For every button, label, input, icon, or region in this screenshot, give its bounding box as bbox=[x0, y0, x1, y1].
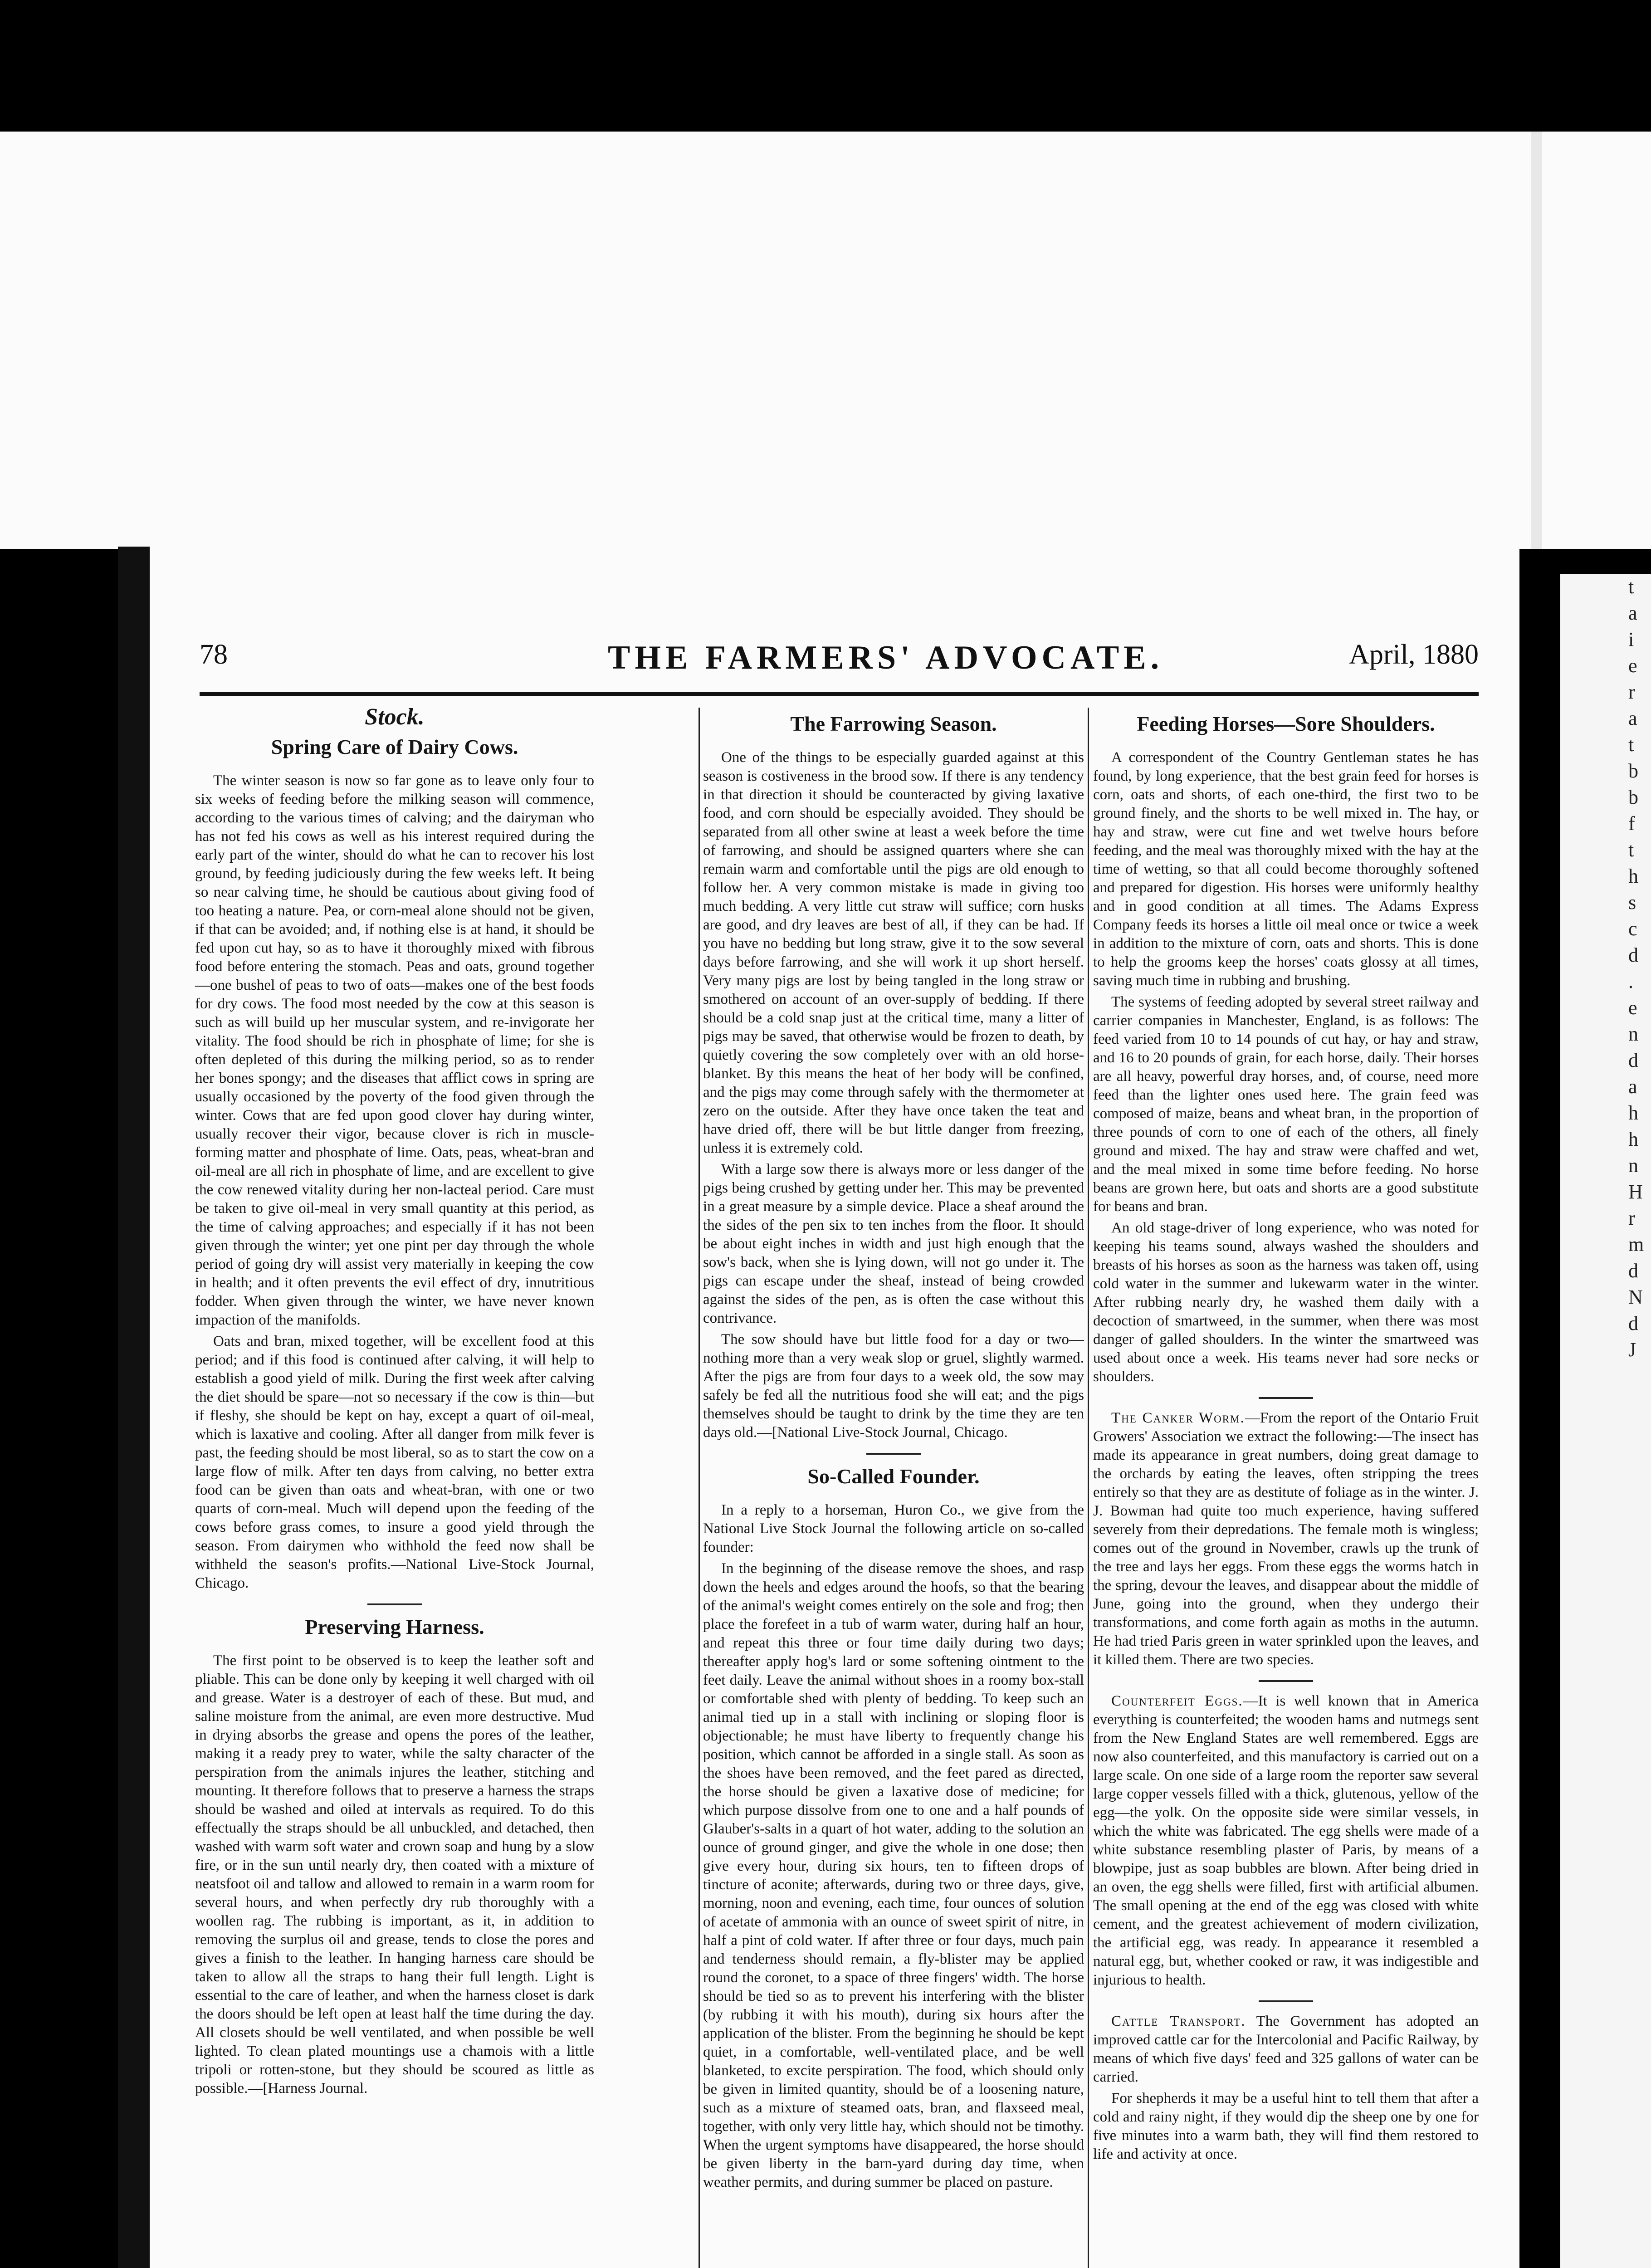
adjacent-page-edge bbox=[1560, 574, 1651, 2268]
news-item-body: —From the report of the Ontario Fruit Growers' Association we extract the following:—The insect has made its appearance in great numbers, doing great damage to the orchards by eating the leaves, often stripping the trees entirely so that they are as destitute of foliage as in the winter. J. J. Bowman had quite too much experience, having suffered severely from their depredations. The female moth is wingless; comes out of the ground in November, crawls up the trunk of the tree and lays her eggs. From these eggs the worms hatch in the spring, devour the leaves, and disappear about the middle of June, going into the ground, when they undergo their transformations, and come forth again as moths in the autumn. He had tried Paris green in water sprinkled upon the leaves, and it killed them. There are two species. bbox=[1093, 1410, 1479, 1668]
news-item: For shepherds it may be a useful hint to tell them that after a cold and rainy night, if they would dip the sheep one by one for five minutes into a warm bath, they will find them restored to life and activity at once. bbox=[1093, 2090, 1479, 2162]
adjacent-page-text: t a i e r a t b b f t h s c d . e n d a h h n H r m d N d J bbox=[1628, 576, 1644, 1361]
article-paragraph: Oats and bran, mixed together, will be excellent food at this period; and if this food is continued after calving, it will help to establish a good yield of milk. During the first week after calving the diet should be spare—not so necessary if the cow is thin—but if fleshy, she should be kept on hay, except a quart of oil-meal, which is laxative and cooling. After all danger from milk fever is past, the feeding should be most liberal, so as to start the cow on a large flow of milk. After ten days from calving, no better extra food can be given than oats and wheat-bran, with one or two quarts of corn-meal. Much will depend upon the feeding of the cows before grass comes, to insure a good yield through the season. From dairymen who withhold the feed now shall be withheld the season's profits.—National Live-Stock Journal, Chicago. bbox=[195, 1333, 594, 1591]
article-paragraph: The sow should have but little food for a day or two—nothing more than a very weak slop or gruel, slightly warmed. After the pigs are from four days to a week old, the sow may safely be fed all the nutritious food she will eat; and the pigs themselves should be taught to drink by the time they are ten days old.—[National Live-Stock Journal, Chicago. bbox=[703, 1331, 1084, 1441]
article-divider bbox=[1259, 1680, 1313, 1682]
article-paragraph: With a large sow there is always more or less danger of the pigs being crushed by getting under her. This may be prevented in a great measure by a simple device. Place a sheaf around the the sides of the pen six to ten inches from the floor. It should be about eight inches in width and just high enough that the sow's back, when she is lying down, will not go under it. The pigs can escape under the sheaf, instead of being crowded against the sides of the pen, as is often the case without this contrivance. bbox=[703, 1161, 1084, 1326]
news-item-heading: Cattle Transport. bbox=[1111, 2013, 1246, 2029]
column-1 bbox=[195, 704, 594, 2101]
masthead-title: THE FARMERS' ADVOCATE. bbox=[608, 639, 1164, 676]
scan-gutter bbox=[1531, 132, 1542, 549]
article-paragraph: In a reply to a horseman, Huron Co., we give from the National Live Stock Journal the following article on so-called founder: bbox=[703, 1502, 1084, 1555]
news-item-heading: Counterfeit Eggs. bbox=[1111, 1693, 1243, 1709]
article-title: Preserving Harness. bbox=[305, 1615, 484, 1638]
column-2 bbox=[703, 708, 1084, 2195]
article-paragraph: One of the things to be especially guarded against at this season is costiveness in the brood sow. If there is any tendency in that direction it should be counteracted by giving laxative food, and corn should be especially avoided. They should be separated from all other swine at least a week before the time of farrowing, and should be assigned quarters where she can remain warm and comfortable until the pigs are old enough to follow her. A very common mistake is made in giving too much bedding. A very little cut straw will suffice; corn husks are good, and dry leaves are best of all, if they can be had. If you have no bedding but long straw, give it to the sow several days before farrowing, and she will work it up short herself. Very many pigs are lost by being tangled in the long straw or smothered on account of an over-supply of bedding. If there should be a cold snap just at the critical time, many a litter of pigs may be saved, that otherwise would be frozen to death, by quietly covering the sow completely over with an old horse-blanket. By this means the heat of her body will be confined, and the pigs may come through safely with the thermometer at zero on the outside. After they have once taken the teat and have dried off, there will be but little danger from freezing, unless it is extremely cold. bbox=[703, 749, 1084, 1156]
section-heading-stock: Stock. bbox=[365, 704, 425, 730]
column-3 bbox=[1093, 708, 1479, 2166]
article-divider bbox=[1259, 1397, 1313, 1399]
scan-background-top bbox=[0, 132, 1651, 549]
page-header bbox=[200, 639, 1479, 684]
news-item bbox=[1093, 2012, 1479, 2087]
article-divider bbox=[1259, 2000, 1313, 2002]
article-divider bbox=[866, 1453, 921, 1455]
article-title: The Farrowing Season. bbox=[790, 712, 997, 735]
article-title: Feeding Horses—Sore Shoulders. bbox=[1137, 712, 1435, 735]
news-item-body: The Government has adopted an improved cattle car for the Intercolonial and Pacific Railway, by means of which five days' feed and 325 gallons of water can be carried. bbox=[1093, 2013, 1479, 2085]
article-title: Spring Care of Dairy Cows. bbox=[271, 735, 518, 758]
page-number: 78 bbox=[200, 639, 228, 670]
article-paragraph: The winter season is now so far gone as to leave only four to six weeks of feeding before the milking season will commence, according to the various times of calving; and the dairyman who has not fed his cows as well as his interest required during the early part of the winter, should do what he can to recover his lost ground, by feeding judiciously during the few weeks left. It being so near calving time, he should be cautious about giving food of too heating a nature. Pea, or corn-meal alone should not be given, if that can be avoided; and, if nothing else is at hand, it should be fed upon cut hay, so as to have it thoroughly mixed with fibrous food before entering the stomach. Peas and oats, ground together—one bushel of peas to two of oats—makes one of the best foods for dry cows. The food most needed by the cow at this season is such as will build up her muscular system, and re-invigorate her vitality. The food should be rich in phosphate of lime; for she is often depleted of this during the milking period, so as to render her bones spongy; and the diseases that afflict cows in spring are usually occasioned by the poverty of the food given through the winter. Cows that are fed upon good clover hay during winter, usually recover their vigor, because clover is rich in muscle-forming matter and phosphate of lime. Oats, peas, wheat-bran and oil-meal are all rich in phosphate of lime, and are excellent to give the cow renewed vitality during her non-lacteal period. Care must be taken to give oil-meal in very small quantity at this period, as the time of calving approaches; and especially if it has not been given through the winter; yet one pint per day through the whole period of going dry will assist very materially in keeping the cow in health; and it often prevents the evil effect of dry, innutritious fodder. When given through the winter, we have never known impaction of the manifolds. bbox=[195, 772, 594, 1328]
news-item bbox=[1093, 1692, 1479, 1989]
article-paragraph: In the beginning of the disease remove the shoes, and rasp down the heels and edges around the hoofs, so that the bearing of the animal's weight comes entirely on the sole and frog; then place the forefeet in a tub of warm water, during half an hour, and repeat this three or four time daily during two days; thereafter apply hog's lard or some softening ointment to the feet daily. Leave the animal without shoes in a roomy box-stall or comfortable shed with plenty of bedding. To keep such an animal tied up in a stall with inclining or sloping floor is objectionable; he must have liberty to frequently change his position, which cannot be afforded in a single stall. As soon as the shoes have been removed, and the feet pared as directed, the horse should be given a laxative dose of medicine; for which purpose dissolve from one to one and a half pounds of Glauber's-salts in a quart of hot water, adding to the solution an ounce of ground ginger, and give the whole in one dose; then give every hour, during six hours, ten to fifteen drops of tincture of aconite; afterwards, during two or three days, give, morning, noon and evening, each time, four ounces of solution of acetate of ammonia with an ounce of sweet spirit of nitre, in half a pint of cold water. If after three or four days, much pain and tenderness should remain, a fly-blister may be applied round the coronet, to a space of three fingers' width. The horse should be tied so as to prevent his interfering with the blister (by rubbing it with his mouth), during six hours after the application of the blister. From the beginning he should be kept quiet, in a comfortable, well-ventilated place, and be well blanketed, to excite perspiration. The food, which should only be given in limited quantity, should be of a loosening nature, such as a mixture of steamed oats, bran, and flaxseed meal, together, with only very little hay, which should not be timothy. When the urgent symptoms have disappeared, the horse should be given liberty in the barn-yard during day time, when weather permits, and during summer be placed on pasture. bbox=[703, 1560, 1084, 2190]
news-item-body: —It is well known that in America everything is counterfeited; the wooden hams and nutmegs sent from the New England States are well remembered. Eggs are now also counterfeited, and this manufactory is carried out on a large scale. On one side of a large room the reporter saw several large copper vessels filled with a thick, glutenous, yellow of the egg—the yolk. On the opposite side were similar vessels, in which the white was fabricated. The egg shells were made of a white substance resembling plaster of Paris, by means of a blowpipe, just as soap bubbles are blown. After being dried in an oven, the egg shells were filled, first with artificial albumen. The small opening at the end of the egg was closed with white cement, and the greatest achievement of modern civilization, the artificial egg, was ready. In appearance it resembled a natural egg, but, whether cooked or raw, it was indigestible and injurious to health. bbox=[1093, 1693, 1479, 1988]
article-paragraph: A correspondent of the Country Gentleman states he has found, by long experience, that the best grain feed for horses is corn, oats and shorts, of each one-third, the first two to be ground finely, and the shorts to be well mixed in. The hay, or hay and straw, were cut fine and wet twelve hours before feeding, and the meal was thoroughly mixed with the hay at the time of wetting, so that all could become thoroughly softened and prepared for digestion. His horses were uniformly healthy and in good condition at all times. The Adams Express Company feeds its horses a little oil meal once or twice a week in addition to the mixture of corn, oats and shorts. This is done to help the grooms keep the horses' coats glossy at all times, saving much time in rubbing and brushing. bbox=[1093, 749, 1479, 989]
article-paragraph: An old stage-driver of long experience, who was noted for keeping his teams sound, always washed the shoulders and breasts of his horses as soon as the harness was taken off, using cold water in the summer and lukewarm water in the winter. After rubbing nearly dry, he washed them daily with a decoction of smartweed, in the summer, when there was most danger of galled shoulders. In the winter the smartweed was used about once a week. His teams never had sore necks or shoulders. bbox=[1093, 1220, 1479, 1385]
news-item bbox=[1093, 1409, 1479, 1669]
article-paragraph: The first point to be observed is to keep the leather soft and pliable. This can be done only by keeping it well charged with oil and grease. Water is a destroyer of each of these. But mud, and saline moisture from the animal, are even more destructive. Mud in drying absorbs the grease and opens the pores of the leather, making it a ready prey to water, while the salty character of the perspiration from the animals injures the leather, stitching and mounting. It therefore follows that to preserve a harness the straps should be washed and oiled at intervals as required. To do this effectually the straps should be all unbuckled, and detached, then washed with warm soft water and crown soap and hung by a slow fire, or in the sun until nearly dry, then coated with a mixture of neatsfoot oil and tallow and allowed to remain in a warm room for several hours, and when perfectly dry rub thoroughly with a woollen rag. The rubbing is important, as it, in addition to removing the surplus oil and grease, tends to close the pores and gives a finish to the leather. In hanging harness care should be taken to allow all the straps to hang their full length. Light is essential to the care of leather, and when the harness closet is dark the doors should be left open at least half the time during the day. All closets should be well ventilated, and when possible be well lighted. To clean plated mountings use a chamois with a little tripoli or rotten-stone, but they should be scoured as little as possible.—[Harness Journal. bbox=[195, 1652, 594, 2097]
article-paragraph: The systems of feeding adopted by several street railway and carrier companies in Manchester, England, is as follows: The feed varied from 10 to 14 pounds of cut hay, or hay and straw, and 16 to 20 pounds of grain, for each horse, daily. Their horses are all heavy, powerful dray horses, and, of course, need more feed than the lighter ones used here. The grain feed was composed of maize, beans and wheat bran, in the proportion of three pounds of corn to one of each of the others, all finely ground and mixed. The hay and straw were chaffed and wet, and the meal mixed in some time before feeding. No horse beans are grown here, but oats and shorts are a good substitute for beans and bran. bbox=[1093, 994, 1479, 1215]
article-divider bbox=[367, 1603, 422, 1605]
header-rule bbox=[200, 692, 1479, 696]
issue-date: April, 1880 bbox=[1349, 639, 1479, 670]
column-separator bbox=[698, 708, 700, 2268]
article-title: So-Called Founder. bbox=[807, 1465, 980, 1488]
column-separator bbox=[1088, 708, 1089, 2268]
news-item-heading: The Canker Worm. bbox=[1111, 1410, 1245, 1426]
page-binding-edge bbox=[118, 547, 152, 2268]
